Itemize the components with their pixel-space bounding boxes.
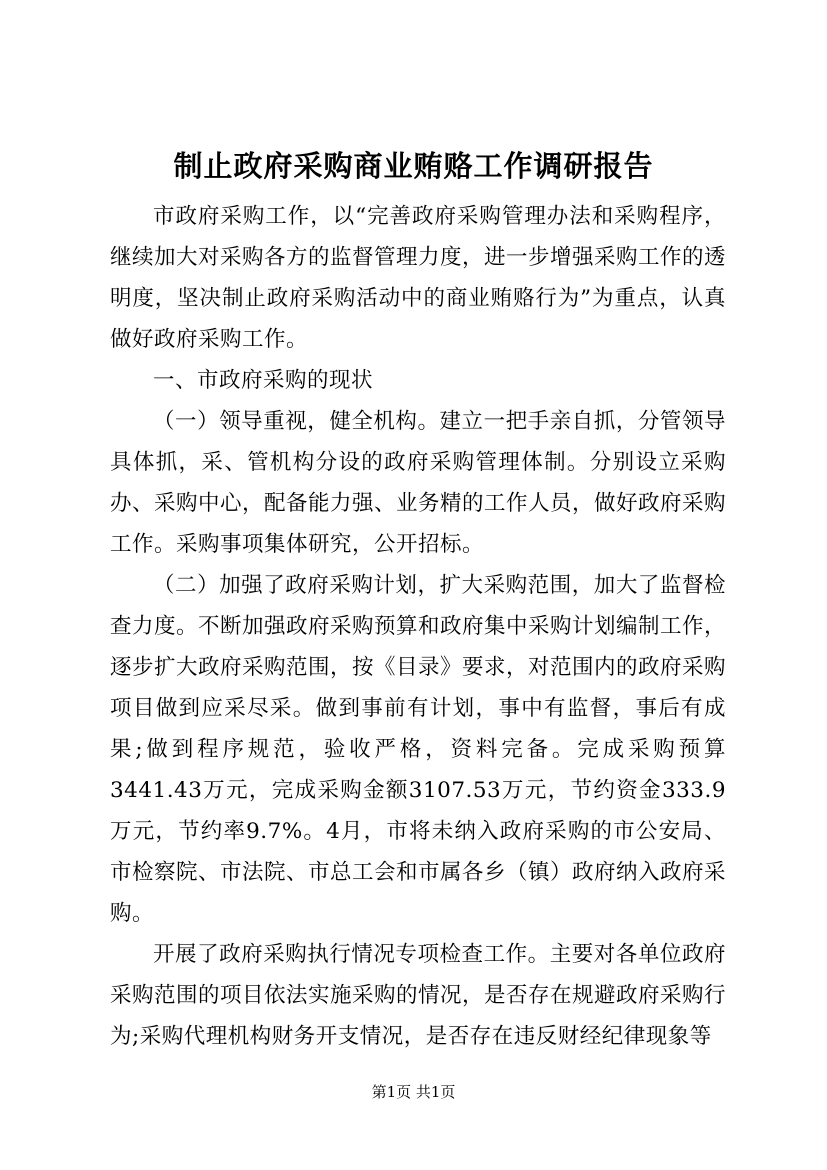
page-number-footer: 第1页 共1页 [371,1083,456,1101]
document-body [110,196,726,1057]
section-heading-status: 一、市政府采购的现状 [153,368,374,393]
paragraph-intro: 市政府采购工作，以“完善政府采购管理办法和采购程序，继续加大对采购各方的监督管理力度，进一步增强采购工作的透明度，坚决制止政府采购活动中的商业贿赂行为”为重点，认真做好政府采购工作。 [110,204,727,352]
paragraph-inspection: 开展了政府采购执行情况专项检查工作。主要对各单位政府采购范围的项目依法实施采购的情况，是否存在规避政府采购行为;采购代理机构财务开支情况，是否存在违反财经纪律现象等 [110,942,727,1049]
paragraph-leadership: （一）领导重视，健全机构。建立一把手亲自抓，分管领导具体抓，采、管机构分设的政府采购管理体制。分别设立采购办、采购中心，配备能力强、业务精的工作人员，做好政府采购工作。采购事项集体研究，公开招标。 [110,409,727,557]
document-title: 制止政府采购商业贿赂工作调研报告 [173,149,654,183]
paragraph-procurement-plan: （二）加强了政府采购计划，扩大采购范围，加大了监督检查力度。不断加强政府采购预算和政府集中采购计划编制工作，逐步扩大政府采购范围，按《目录》要求，对范围内的政府采购项目做到应采尽采。做到事前有计划，事中有监督，事后有成果;做到程序规范，验收严格，资料完备。完成采购预算3441.43万元，完成采购金额3107.53万元，节约资金333.9万元，节约率9.7%。4月，市将未纳入政府采购的市公安局、市检察院、市法院、市总工会和市属各乡（镇）政府纳入政府采购。 [110,573,727,926]
